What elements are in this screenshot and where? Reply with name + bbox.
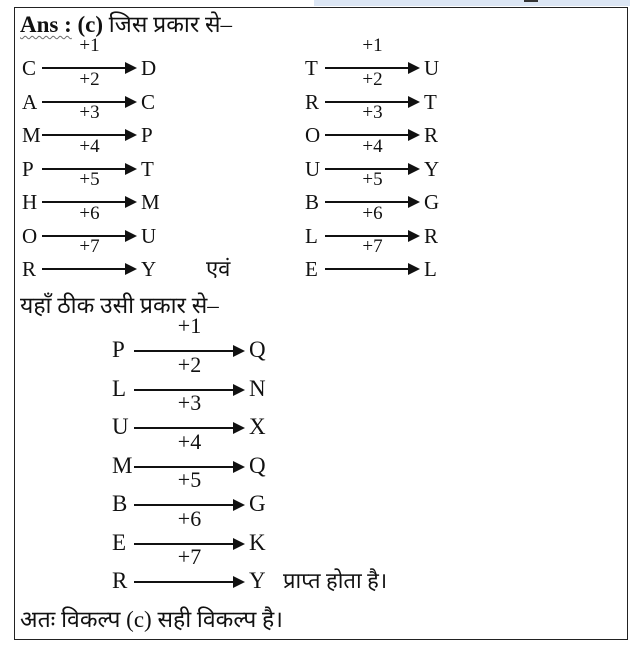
target-letter: D — [141, 56, 157, 80]
target-letter: R — [424, 223, 439, 248]
source-letter: H — [22, 190, 38, 214]
target-letter: L — [424, 257, 437, 281]
source-letter: M — [22, 123, 41, 147]
source-letter: R — [305, 89, 320, 114]
target-letter: C — [141, 89, 156, 114]
shift-label: +5 — [362, 169, 383, 190]
source-letter: T — [305, 56, 318, 80]
ans-label: Ans : — [20, 12, 72, 37]
shift-label: +3 — [362, 102, 383, 123]
target-letter: T — [141, 156, 154, 181]
shift-label: +5 — [79, 169, 100, 190]
shift-label: +7 — [362, 236, 383, 257]
source-letter: R — [22, 257, 37, 281]
shift-label: +3 — [177, 390, 202, 415]
target-letter: Q — [249, 452, 266, 478]
source-letter: U — [305, 156, 321, 181]
target-letter: X — [249, 414, 266, 439]
source-letter: L — [305, 223, 318, 248]
source-letter: O — [22, 223, 38, 248]
window-top-strip — [314, 0, 630, 6]
source-letter: O — [305, 123, 321, 147]
mapping-row — [112, 544, 269, 596]
shift-label: +4 — [79, 135, 100, 157]
source-letter: C — [22, 56, 37, 80]
source-letter: E — [305, 257, 318, 281]
connector-text: एवं — [206, 256, 231, 281]
shift-label: +7 — [177, 544, 202, 569]
shift-label: +6 — [79, 202, 100, 224]
target-letter: U — [141, 223, 157, 248]
source-letter: A — [22, 89, 38, 114]
source-letter: B — [112, 491, 128, 516]
source-letter: P — [22, 156, 34, 181]
source-letter: P — [112, 337, 125, 362]
mapping-row — [305, 236, 444, 283]
target-letter: Y — [424, 156, 440, 181]
source-letter: R — [112, 568, 128, 593]
shift-label: +2 — [177, 351, 202, 377]
source-letter: M — [112, 452, 133, 478]
target-letter: Q — [249, 337, 266, 362]
source-letter: L — [112, 375, 127, 401]
window-top-mark — [524, 0, 538, 2]
target-letter: N — [249, 375, 266, 401]
shift-label: +5 — [177, 467, 202, 492]
target-letter: P — [141, 123, 153, 147]
mapping-row — [22, 236, 161, 283]
target-letter: Y — [141, 257, 157, 281]
target-letter: T — [424, 89, 437, 114]
conclusion-text: अतः विकल्प (c) सही विकल्प है। — [20, 607, 283, 632]
source-letter: E — [112, 529, 127, 555]
answer-heading — [20, 12, 232, 38]
target-letter: U — [424, 56, 440, 80]
arrow-icon — [325, 259, 420, 279]
target-letter: R — [424, 123, 439, 147]
arrow-icon — [42, 259, 137, 279]
arrow-icon — [134, 572, 245, 592]
obtained-text: प्राप्त होता है। — [283, 568, 388, 593]
target-letter: M — [141, 190, 160, 214]
shift-label: +4 — [362, 135, 383, 157]
shift-label: +1 — [362, 35, 383, 56]
shift-label: +1 — [79, 35, 100, 56]
shift-label: +2 — [362, 68, 383, 90]
shift-label: +6 — [362, 202, 383, 224]
target-letter: Y — [249, 568, 266, 593]
source-letter: U — [112, 414, 129, 439]
target-letter: G — [424, 190, 440, 214]
intro-text: जिस प्रकार से– — [108, 12, 233, 37]
shift-label: +3 — [79, 102, 100, 123]
option-label: (c) — [77, 12, 104, 37]
shift-label: +4 — [177, 428, 202, 454]
source-letter: B — [305, 190, 320, 214]
shift-label: +7 — [79, 236, 100, 257]
similar-text: यहाँ ठीक उसी प्रकार से– — [20, 293, 219, 318]
shift-label: +2 — [79, 68, 100, 90]
shift-label: +6 — [177, 505, 202, 531]
target-letter: G — [249, 491, 266, 516]
target-letter: K — [249, 529, 266, 555]
shift-label: +1 — [177, 313, 202, 338]
